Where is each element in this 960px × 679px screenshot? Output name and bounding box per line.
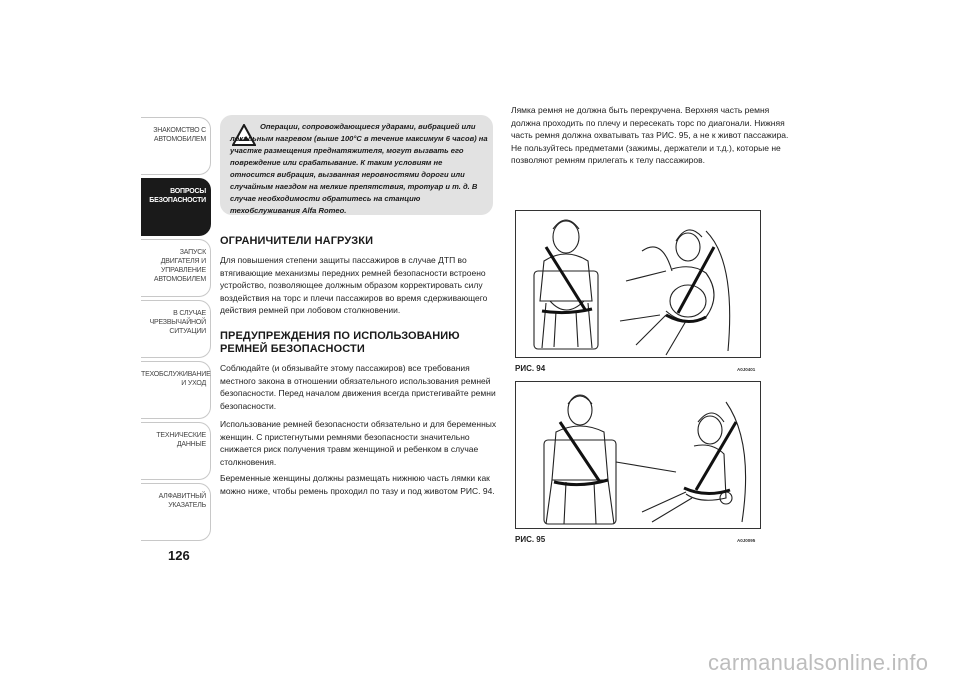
- figure-94-code: A0J0401: [737, 367, 756, 372]
- watermark: carmanualsonline.info: [708, 650, 929, 675]
- heading-load-limiters: ОГРАНИЧИТЕЛИ НАГРУЗКИ: [220, 235, 374, 247]
- seatbelt-warnings-p1: Соблюдайте (и обязывайте этому пассажиров) все требования местного закона в отношении обязательного использования ремней безопасности. Перед началом движения всегда пристегивайте ремни безопасности.: [220, 363, 496, 411]
- tab-label: АЛФАВИТНЫЙ УКАЗАТЕЛЬ: [158, 493, 206, 509]
- tab-label: ТЕХНИЧЕСКИЕ ДАННЫЕ: [156, 432, 206, 448]
- warning-box: [220, 115, 493, 215]
- tab-starting-driving[interactable]: [141, 239, 211, 297]
- tab-label: ВОПРОСЫ БЕЗОПАСНОСТИ: [149, 188, 206, 204]
- figure-95-code: A0J0095: [737, 538, 756, 543]
- tab-index[interactable]: [141, 483, 211, 541]
- tab-intro[interactable]: [141, 117, 211, 175]
- figure-95-image: [515, 381, 761, 529]
- adult-seatbelt-illustration: [516, 382, 760, 528]
- page-number: 126: [168, 548, 190, 563]
- figure-94-image: [515, 210, 761, 358]
- tab-technical-data[interactable]: [141, 422, 211, 480]
- tab-label: В СЛУЧАЕ ЧРЕЗВЫЧАЙНОЙ СИТУАЦИИ: [149, 310, 206, 335]
- tab-maintenance[interactable]: [141, 361, 211, 419]
- tab-label: ТЕХОБСЛУЖИВАНИЕ И УХОД: [141, 371, 211, 387]
- tab-label: ЗАПУСК ДВИГАТЕЛЯ И УПРАВЛЕНИЕ АВТОМОБИЛЕМ: [153, 249, 206, 283]
- right-column-text: Лямка ремня не должна быть перекручена. Верхняя часть ремня должна проходить по плечу и пересекать торс по диагонали. Нижняя часть ремня должна охватывать таз РИС. 95, а не к живот пассажира. Не пользуйтесь предметами (зажимы, держатели и т.д.), которые не позволяют ремням прилегать к телу пассажиров.: [511, 105, 789, 166]
- figure-95-caption: РИС. 95: [515, 535, 546, 544]
- tab-safety[interactable]: [141, 178, 211, 236]
- figure-94-caption: РИС. 94: [515, 364, 546, 373]
- seatbelt-warnings-p3: Беременные женщины должны размещать нижнюю часть лямки как можно ниже, чтобы ремень проходил по тазу и под животом РИС. 94.: [220, 473, 495, 496]
- tab-label: ЗНАКОМСТВО С АВТОМОБИЛЕМ: [153, 127, 206, 143]
- warning-text: Операции, сопровождающиеся ударами, вибрацией или локальным нагревом (выше 100°C в течение максимум 6 часов) на участке размещения преднатяжителя, могут вызвать его повреждение или срабатывание. К таким условиям не относится вибрация, вызванная неровностями дороги или случайным наездом на мелкие препятствия, тротуар и т. д. В случае необходимости обратитесь на станцию техобслуживания Alfa Romeo.: [230, 122, 488, 215]
- pregnant-seatbelt-illustration: [516, 211, 760, 357]
- seatbelt-warnings-p2: Использование ремней безопасности обязательно и для беременных женщин. С пристегнутыми ремнями безопасности значительно снижается риск получения травм женщиной и ребенком в случае столкновения.: [220, 419, 497, 467]
- tab-emergency[interactable]: [141, 300, 211, 358]
- load-limiters-text: Для повышения степени защиты пассажиров в случае ДТП во втягивающие механизмы передних ремней безопасности встроено устройство, позволяющее должным образом корректировать силу воздействия на торс и плечи пассажиров во время сдерживающего действия ремней при лобовом столкновении.: [220, 255, 488, 316]
- heading-seatbelt-warnings: ПРЕДУПРЕЖДЕНИЯ ПО ИСПОЛЬЗОВАНИЮ РЕМНЕЙ БЕЗОПАСНОСТИ: [220, 330, 460, 355]
